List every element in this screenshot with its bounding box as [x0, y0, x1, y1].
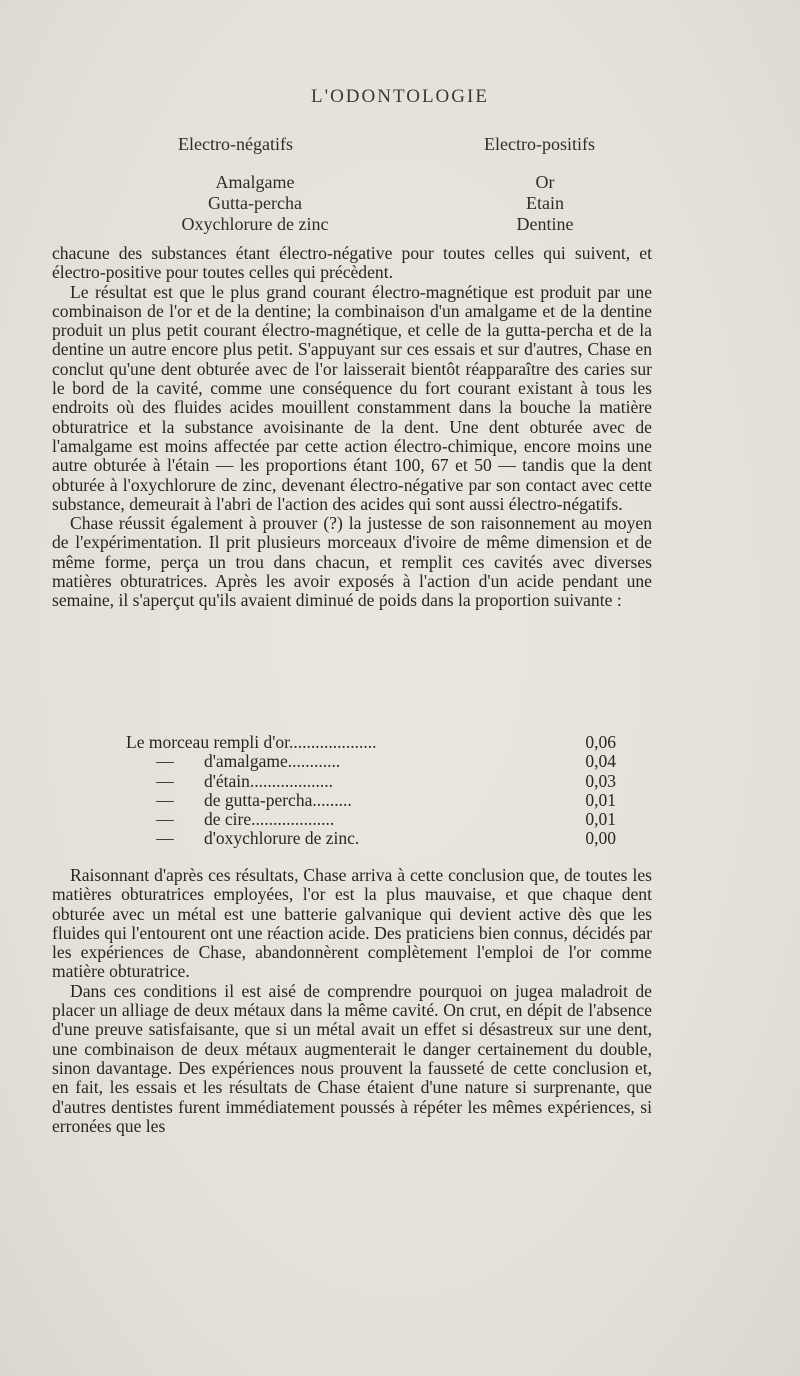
table-row — [126, 810, 616, 829]
column-heading-positive: Electro-positifs — [484, 134, 595, 154]
column-heading-negative: Electro-négatifs — [178, 134, 293, 154]
ditto-dash: — — [156, 770, 174, 791]
paragraph: Chase réussit également à prouver (?) la justesse de son raisonnement au moyen de l'expérimentation. Il prit plusieurs morceaux d'ivoire de même dimension et de même forme, perça un trou dans chacun, et remplit ces cavités avec diverses matières obturatrices. Après les avoir exposés à l'action d'un acide pendant une semaine, il s'aperçut qu'ils avaient diminué de poids dans la proportion suivante : — [52, 513, 652, 611]
paragraph: Dans ces conditions il est aisé de comprendre pourquoi on jugea maladroit de placer un alliage de deux métaux dans la même cavité. On crut, en dépit de l'absence d'une preuve satisfaisante, que si un métal avait un effet si désastreux sur une dent, une combinaison de deux métaux augmenterait le danger certainement du double, sinon davantage. Des expériences nous prouvent la fausseté de cette conclusion et, en fait, les essais et les résultats de Chase étaient d'une nature si surprenante, que d'autres dentistes furent immédiatement poussés à répéter les mêmes expériences, si erronées que les — [52, 980, 652, 1136]
ditto-dash: — — [156, 789, 174, 810]
row-label: de gutta-percha......... — [204, 790, 352, 810]
table-row — [126, 791, 616, 810]
row-label: d'étain................... — [204, 771, 334, 791]
list-item: Amalgame — [215, 172, 295, 192]
ditto-dash: — — [156, 828, 174, 849]
paragraph: Raisonnant d'après ces résultats, Chase arriva à cette conclusion que, de toutes les matières obturatrices employées, l'or est la plus mauvaise, et que chaque dent obturée avec un métal est une batterie galvanique qui devient active dès que les fluides qui l'entourent ont une réaction acide. Des praticiens bien connus, décidés par les expériences de Chase, abandonnèrent complètement l'emploi de l'or comme matière obturatrice. — [52, 865, 652, 982]
row-label: Le morceau rempli d'or.................... — [126, 733, 377, 752]
paragraph: chacune des substances étant électro-négative pour toutes celles qui suivent, et électro-positive pour toutes celles qui précèdent. — [52, 243, 652, 283]
table-row — [126, 772, 616, 791]
row-label: d'amalgame............ — [204, 752, 341, 772]
text-block-lower — [52, 866, 652, 1136]
row-value: 0,00 — [585, 828, 616, 849]
table-row — [126, 733, 616, 752]
row-label: de cire................... — [204, 810, 335, 830]
list-item: Gutta-percha — [208, 193, 302, 213]
list-item: Dentine — [516, 214, 574, 234]
row-value: 0,04 — [585, 751, 616, 772]
positive-substances-list — [470, 172, 620, 235]
row-value: 0,01 — [585, 789, 616, 810]
table-row — [126, 752, 616, 771]
list-item: Or — [535, 172, 555, 192]
row-value: 0,03 — [585, 770, 616, 791]
ditto-dash: — — [156, 809, 174, 830]
running-head: L'ODONTOLOGIE — [311, 86, 489, 107]
row-label: d'oxychlorure de zinc. — [204, 829, 360, 849]
paragraph: Le résultat est que le plus grand courant électro-magnétique est produit par une combinaison de l'or et de la dentine; la combinaison d'un amalgame et de la dentine produit un plus petit courant électro-magnétique, et celle de la gutta-percha et de la dentine un autre encore plus petit. S'appuyant sur ces essais et sur d'autres, Chase en conclut qu'une dent obturée avec de l'or laisserait bientôt réapparaître des caries sur le bord de la cavité, comme une conséquence du fort courant existant à tous les endroits où des fluides acides mouillent constamment dans la bouche la matière obturatrice et la substance avoisinante de la dent. Une dent obturée avec de l'amalgame est moins affectée par cette action électro-chimique, encore moins une autre obturée à l'étain — les proportions étant 100, 67 et 50 — tandis que la dent obturée à l'oxychlorure de zinc, devenant électro-négative par son contact avec cette substance, demeurait à l'abri de l'action des acides qui sont aussi électro-négatifs. — [52, 281, 652, 514]
list-item: Etain — [526, 193, 564, 213]
list-item: Oxychlorure de zinc — [181, 214, 329, 234]
weight-loss-table — [126, 733, 616, 849]
row-value: 0,01 — [585, 809, 616, 830]
table-row — [126, 829, 616, 848]
negative-substances-list — [110, 172, 400, 235]
text-block-upper — [52, 244, 652, 611]
ditto-dash: — — [156, 751, 174, 772]
row-value: 0,06 — [585, 732, 616, 752]
